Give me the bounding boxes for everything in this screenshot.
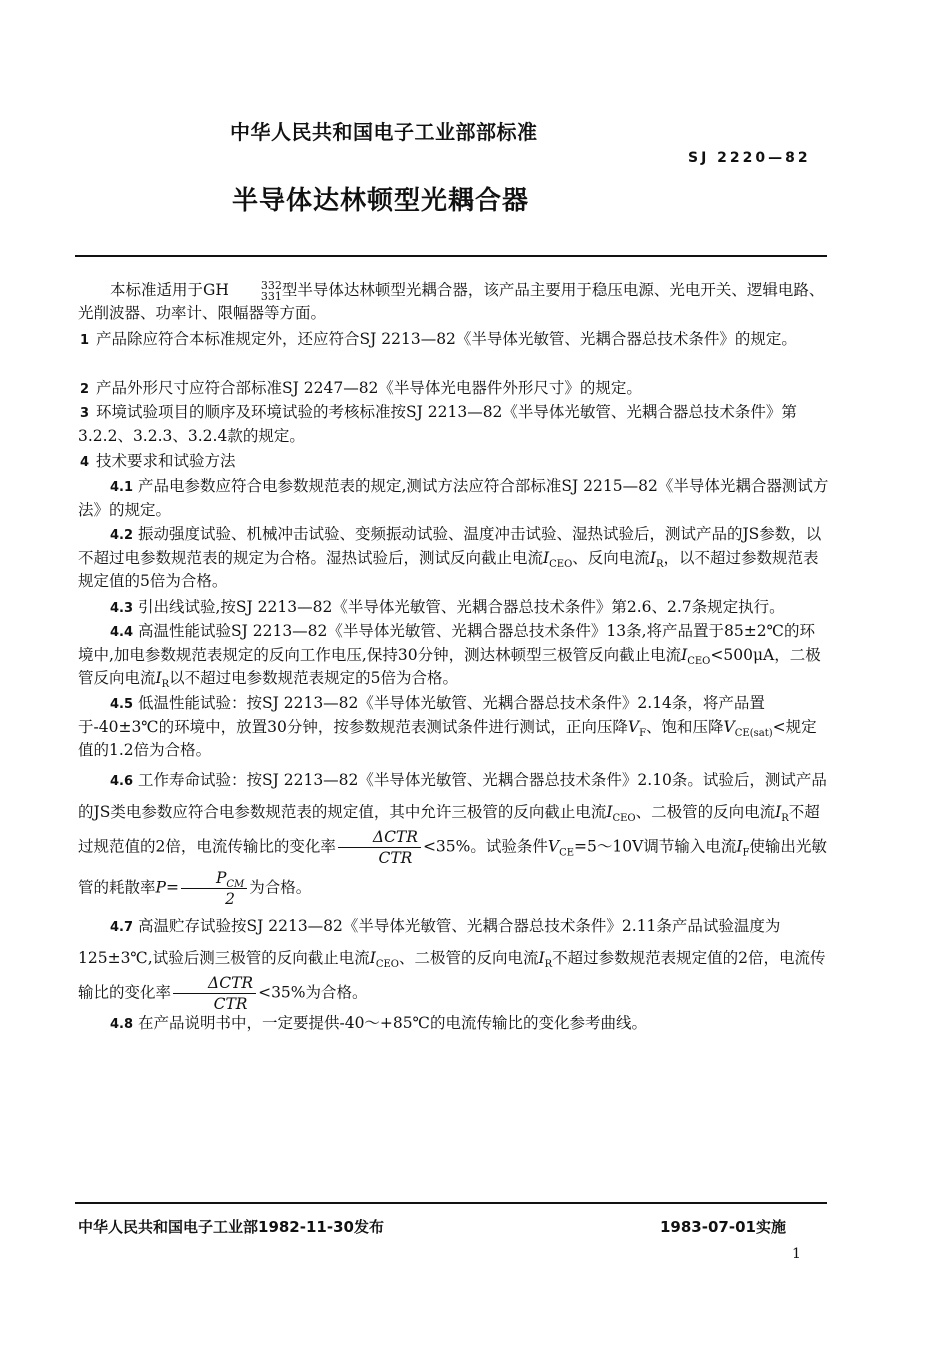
footer-divider bbox=[75, 1202, 827, 1204]
ctr-ratio-fraction: $\frac{\text{ΔCTR}}{\text{CTR}}$ bbox=[338, 827, 421, 868]
page-number: 1 bbox=[792, 1246, 801, 1262]
standard-code: SJ 2220—82 bbox=[688, 150, 811, 166]
section-2: 2 产品外形尺寸应符合部标准SJ 2247—82《半导体光电器件外形尺寸》的规定。 bbox=[80, 379, 642, 397]
document-title: 半导体达林顿型光耦合器 bbox=[232, 186, 530, 216]
section-4-7: 4.7 高温贮存试验按SJ 2213—82《半导体光敏管、光耦合器总技术条件》2.11条产品试验温度为125±3℃,试验后测三极管的反向截止电流$I_{CEO}$、二极管的反向电流$I_R$不超过参数规范表规定值的2倍，电流传输比的变化率 $\frac{\text{ΔCTR}}{\text{CTR}}$ <35%为合格。 bbox=[78, 917, 826, 1013]
section-4-1: 4.1 产品电参数应符合电参数规范表的规定,测试方法应符合部标准SJ 2215—82《半导体光耦合器测试方法》的规定。 bbox=[78, 477, 829, 519]
issue-date-line: 中华人民共和国电子工业部1982-11-30发布 bbox=[78, 1218, 384, 1236]
section-4: 4 技术要求和试验方法 bbox=[80, 452, 236, 470]
section-1: 1 产品除应符合本标准规定外，还应符合SJ 2213—82《半导体光敏管、光耦合器总技术条件》的规定。 bbox=[80, 330, 797, 348]
section-4-6: 4.6 工作寿命试验：按SJ 2213—82《半导体光敏管、光耦合器总技术条件》2.10条。试验后，测试产品的JS类电参数应符合电参数规范表的规定值，其中允许三极管的反向截止电流$I_{CEO}$、二极管的反向电流$I_R$不超过规范值的2倍，电流传输比的变化率 $\frac{\text{ΔCTR}}{\text{CTR}}$ <35%。试验条件$V_{CE}=5\sim 10V$调节输入电流$I_F$使输出光敏管的耗散率P= $\frac{P_{CM}}{2}$ 为合格。 bbox=[78, 771, 827, 908]
section-4-4: 4.4 高温性能试验SJ 2213—82《半导体光敏管、光耦合器总技术条件》13条,将产品置于85±2℃的环境中,加电参数规范表规定的反向工作电压,保持30分钟，测达林顿型三极管反向截止电流$I_{CEO}<500\mu A$，二极管反向电流$I_R$以不超过电参数规范表规定的5倍为合格。 bbox=[78, 622, 821, 691]
section-4-8: 4.8 在产品说明书中，一定要提供-40～+85℃的电流传输比的变化参考曲线。 bbox=[110, 1014, 647, 1032]
dissipation-fraction: $\frac{P_{CM}}{2}$ bbox=[181, 868, 247, 909]
ctr-ratio-fraction-2: $\frac{\text{ΔCTR}}{\text{CTR}}$ bbox=[173, 973, 256, 1014]
standard-organization: 中华人民共和国电子工业部部标准 bbox=[230, 120, 538, 144]
section-3: 3 环境试验项目的顺序及环境试验的考核标准按SJ 2213—82《半导体光敏管、光耦合器总技术条件》第3.2.2、3.2.3、3.2.4款的规定。 bbox=[78, 403, 797, 445]
section-4-2: 4.2 振动强度试验、机械冲击试验、变频振动试验、温度冲击试验、湿热试验后，测试产品的JS参数，以不超过电参数规范表的规定为合格。湿热试验后，测试反向截止电流$I_{CEO}$、反向电流$I_R$，以不超过参数规范表规定值的5倍为合格。 bbox=[78, 525, 822, 590]
header-divider bbox=[75, 255, 827, 257]
section-4-3: 4.3 引出线试验,按SJ 2213—82《半导体光敏管、光耦合器总技术条件》第2.6、2.7条规定执行。 bbox=[110, 598, 785, 616]
intro-paragraph: 本标准适用于GH 332 331 型半导体达林顿型光耦合器，该产品主要用于稳压电源、光电开关、逻辑电路、光削波器、功率计、限幅器等方面。 bbox=[78, 279, 825, 322]
effective-date-line: 1983-07-01实施 bbox=[660, 1218, 786, 1236]
section-4-5: 4.5 低温性能试验：按SJ 2213—82《半导体光敏管、光耦合器总技术条件》2.14条，将产品置于-40±3℃的环境中，放置30分钟，按参数规范表测试条件进行测试，正向压降$V_F$、饱和压降$V_{CE(sat)}<$规定值的1.2倍为合格。 bbox=[78, 694, 817, 759]
